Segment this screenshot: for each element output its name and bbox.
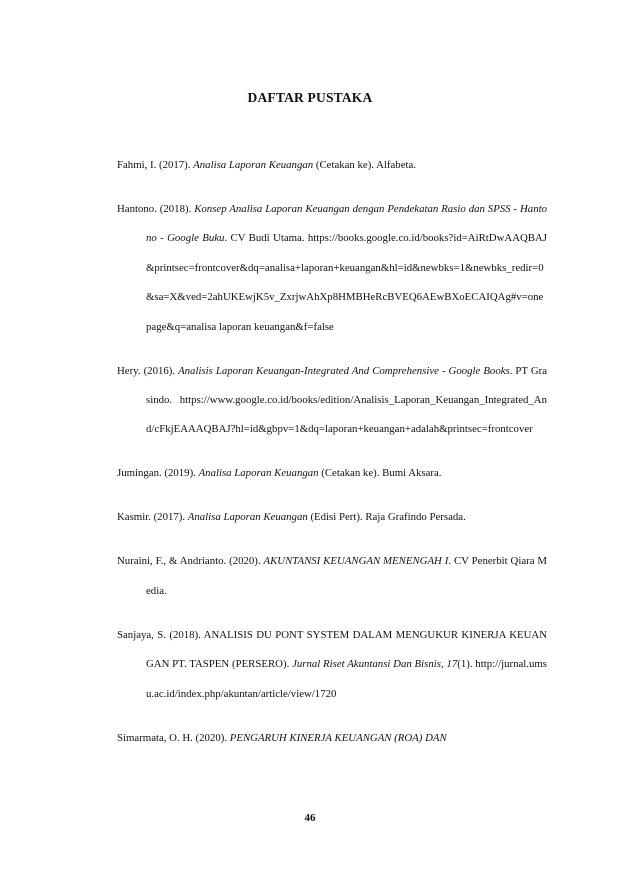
- reference-text: Nuraini, F., & Andrianto. (2020).: [117, 555, 264, 568]
- reference-book-title: Analisa Laporan Keuangan: [193, 159, 314, 171]
- reference-text: (Cetakan ke). Bumi Aksara.: [318, 467, 442, 480]
- reference-text: (Cetakan ke). Alfabeta.: [313, 159, 416, 171]
- reference-text: Sanjaya, S. (2018). ANALISIS DU PONT SYSTEM DALAM MENGUKUR KINERJA KEUANGAN PT. TASPEN (PERSERO).: [117, 628, 547, 671]
- reference-text: ,: [440, 658, 447, 671]
- reference-book-title: PENGARUH KINERJA KEUANGAN (ROA) DAN: [229, 731, 447, 744]
- reference-journal-title: Jurnal Riset Akuntansi Dan Bisnis: [292, 658, 441, 671]
- reference-entry-hantono: [117, 195, 547, 342]
- reference-text: . CV Penerbit Qiara Media.: [146, 555, 548, 597]
- reference-entry-sanjaya: [117, 621, 547, 709]
- reference-text: (Edisi Pert). Raja Grafindo Persada.: [307, 511, 466, 524]
- reference-entry-simarmata: [117, 724, 547, 753]
- reference-text: Jumingan. (2019).: [117, 467, 199, 480]
- reference-text: Simarmata, O. H. (2020).: [117, 731, 230, 744]
- reference-entry-hery: [117, 357, 547, 445]
- reference-list: [117, 151, 547, 768]
- reference-entry-jumingan: [117, 459, 547, 488]
- reference-text: . PT Grasindo. https://www.google.co.id/books/edition/Analisis_Laporan_Keuangan_Integrated_And/cFkjEAAAQBAJ?hl=id&gbpv=1&dq=laporan+keuangan+adalah&printsec=frontcover: [146, 364, 547, 436]
- reference-text: . CV Budi Utama. https://books.google.co.id/books?id=AiRtDwAAQBAJ&printsec=frontcover&dq=analisa+laporan+keuangan&hl=id&newbks=1&newbks_redir=0&sa=X&ved=2ahUKEwjK5v_ZxrjwAhXp8HMBHeRcBVEQ6AEwBXoECAIQAg#v=onepage&q=analisa laporan keuangan&f=false: [146, 232, 547, 333]
- reference-text: Kasmir. (2017).: [117, 511, 188, 524]
- reference-entry-fahmi: [117, 151, 547, 180]
- page-number: 46: [304, 812, 316, 824]
- reference-book-title: Konsep Analisa Laporan Keuangan dengan Pendekatan Rasio dan SPSS - Hantono - Google Buku: [146, 203, 548, 245]
- reference-book-title: Analisis Laporan Keuangan-Integrated And Comprehensive - Google Books: [178, 364, 510, 377]
- reference-volume: 17: [446, 658, 458, 671]
- reference-text: Hery. (2016).: [117, 364, 179, 377]
- reference-entry-kasmir: [117, 503, 547, 532]
- reference-text: (1). http://jurnal.umsu.ac.id/index.php/akuntan/article/view/1720: [146, 658, 547, 700]
- reference-text: Hantono. (2018).: [117, 203, 195, 215]
- reference-text: Fahmi, I. (2017).: [117, 159, 194, 171]
- reference-book-title: Analisa Laporan Keuangan: [187, 511, 308, 524]
- reference-entry-nuraini: [117, 547, 547, 606]
- reference-book-title: Analisa Laporan Keuangan: [198, 467, 319, 480]
- reference-book-title: AKUNTANSI KEUANGAN MENENGAH I: [263, 555, 449, 568]
- page-title: DAFTAR PUSTAKA: [247, 90, 373, 105]
